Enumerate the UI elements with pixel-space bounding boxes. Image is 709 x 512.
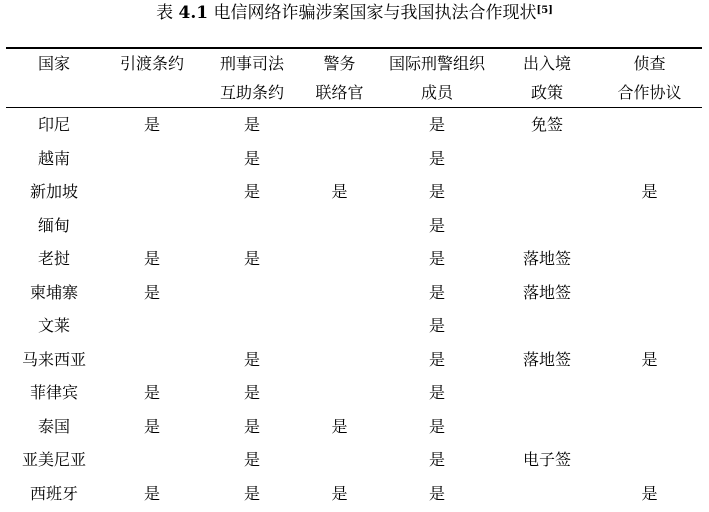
table-cell (102, 175, 202, 209)
table-cell (202, 276, 302, 310)
table-cell: 是 (428, 383, 445, 402)
column-header: 出入境 (522, 54, 571, 73)
country-cell: 文莱 (37, 316, 70, 335)
table-cell: 是 (143, 249, 160, 268)
column-header: 刑事司法 (219, 54, 284, 73)
table-cell (302, 276, 377, 310)
table-row (6, 142, 702, 176)
table-cell (102, 309, 202, 343)
table-cell: 落地签 (522, 349, 571, 369)
table-cell: 是 (641, 483, 658, 503)
table-cell: 是 (143, 282, 160, 302)
table-cell: 是 (428, 450, 445, 469)
country-cell: 菲律宾 (29, 383, 78, 402)
table-cell: 是 (428, 182, 445, 201)
table-cell (497, 175, 597, 209)
table-cell: 是 (428, 282, 445, 302)
caption-title: 电信网络诈骗涉案国家与我国执法合作现状 (208, 3, 537, 23)
country-cell: 印尼 (37, 115, 70, 134)
table-cell (302, 209, 377, 243)
table-cell: 是 (331, 483, 348, 503)
table-cell: 是 (641, 182, 658, 201)
table-cell (497, 209, 597, 243)
column-header: 政策 (530, 83, 563, 102)
cooperation-table-header (6, 49, 702, 107)
table-row (6, 242, 702, 276)
country-cell: 泰国 (37, 416, 70, 436)
table-cell: 是 (143, 383, 160, 402)
column-header: 国际刑警组织 (388, 54, 485, 73)
header-row (6, 78, 702, 107)
table-cell (102, 142, 202, 176)
table-cell (597, 410, 702, 444)
table-cell: 是 (428, 349, 445, 369)
table-row (6, 276, 702, 310)
table-cell (597, 242, 702, 276)
column-header: 侦查 (633, 54, 666, 73)
country-cell: 柬埔寨 (29, 282, 78, 302)
table-cell (497, 410, 597, 444)
column-header: 互助条约 (219, 83, 284, 102)
column-header: 成员 (420, 83, 453, 102)
column-header: 合作协议 (617, 83, 682, 102)
column-header: 国家 (37, 54, 70, 73)
table-cell (497, 477, 597, 511)
table-cell (497, 142, 597, 176)
table-row (6, 108, 702, 142)
table-cell: 是 (243, 483, 260, 503)
table-cell: 是 (243, 148, 260, 168)
caption-prefix: 表 (156, 3, 179, 23)
country-cell: 西班牙 (29, 483, 78, 503)
table-cell (597, 443, 702, 477)
table-row (6, 209, 702, 243)
table-caption (0, 3, 709, 23)
table-cell: 落地签 (522, 249, 571, 268)
table-cell: 是 (143, 483, 160, 503)
table-row (6, 410, 702, 444)
table-cell: 是 (243, 450, 260, 469)
table-cell: 免签 (530, 115, 563, 134)
country-cell: 马来西亚 (21, 349, 86, 369)
table-cell (102, 209, 202, 243)
table-cell: 是 (428, 115, 445, 134)
table-cell (302, 242, 377, 276)
table-cell (202, 309, 302, 343)
table-cell: 是 (428, 316, 445, 335)
table-cell: 是 (428, 148, 445, 168)
table-cell (202, 209, 302, 243)
table-cell (597, 142, 702, 176)
table-cell (302, 309, 377, 343)
table-cell (597, 376, 702, 410)
table-row (6, 309, 702, 343)
table-cell: 是 (641, 349, 658, 369)
column-header: 警务 (323, 54, 356, 73)
table-cell: 电子签 (522, 450, 571, 469)
table-cell (302, 142, 377, 176)
table-cell (497, 376, 597, 410)
country-cell: 新加坡 (29, 182, 78, 201)
table-cell: 是 (331, 182, 348, 201)
table-row (6, 443, 702, 477)
table-cell: 是 (428, 249, 445, 268)
table-cell: 落地签 (522, 282, 571, 302)
table-cell: 是 (243, 249, 260, 268)
column-header (102, 78, 202, 107)
table-cell: 是 (143, 115, 160, 134)
table-cell (302, 443, 377, 477)
table-cell (102, 343, 202, 377)
table-cell (302, 376, 377, 410)
country-cell: 越南 (37, 148, 70, 168)
table-cell (597, 209, 702, 243)
table-cell (302, 343, 377, 377)
table-cell: 是 (331, 416, 348, 436)
table-cell (597, 276, 702, 310)
table-row (6, 477, 702, 511)
table-cell: 是 (243, 115, 260, 134)
table-cell (597, 309, 702, 343)
caption-reference: [5] (536, 5, 553, 16)
table-cell: 是 (243, 416, 260, 436)
caption-number: 4.1 (178, 3, 209, 23)
table-cell (102, 443, 202, 477)
table-cell: 是 (143, 416, 160, 436)
table-row (6, 175, 702, 209)
table-cell: 是 (243, 349, 260, 369)
table-cell (597, 108, 702, 142)
cooperation-table-body (6, 108, 702, 510)
column-header: 引渡条约 (119, 54, 184, 73)
table-cell (497, 309, 597, 343)
table-row (6, 343, 702, 377)
table-row (6, 376, 702, 410)
column-header: 联络官 (315, 83, 364, 102)
table-cell: 是 (428, 215, 445, 235)
country-cell: 亚美尼亚 (21, 450, 86, 469)
country-cell: 老挝 (37, 249, 70, 268)
country-cell: 缅甸 (37, 215, 70, 235)
column-header (6, 78, 102, 107)
table-cell: 是 (243, 383, 260, 402)
table-cell: 是 (428, 416, 445, 436)
header-row (6, 49, 702, 78)
table-cell: 是 (243, 182, 260, 201)
table-cell: 是 (428, 483, 445, 503)
table-cell (302, 108, 377, 142)
